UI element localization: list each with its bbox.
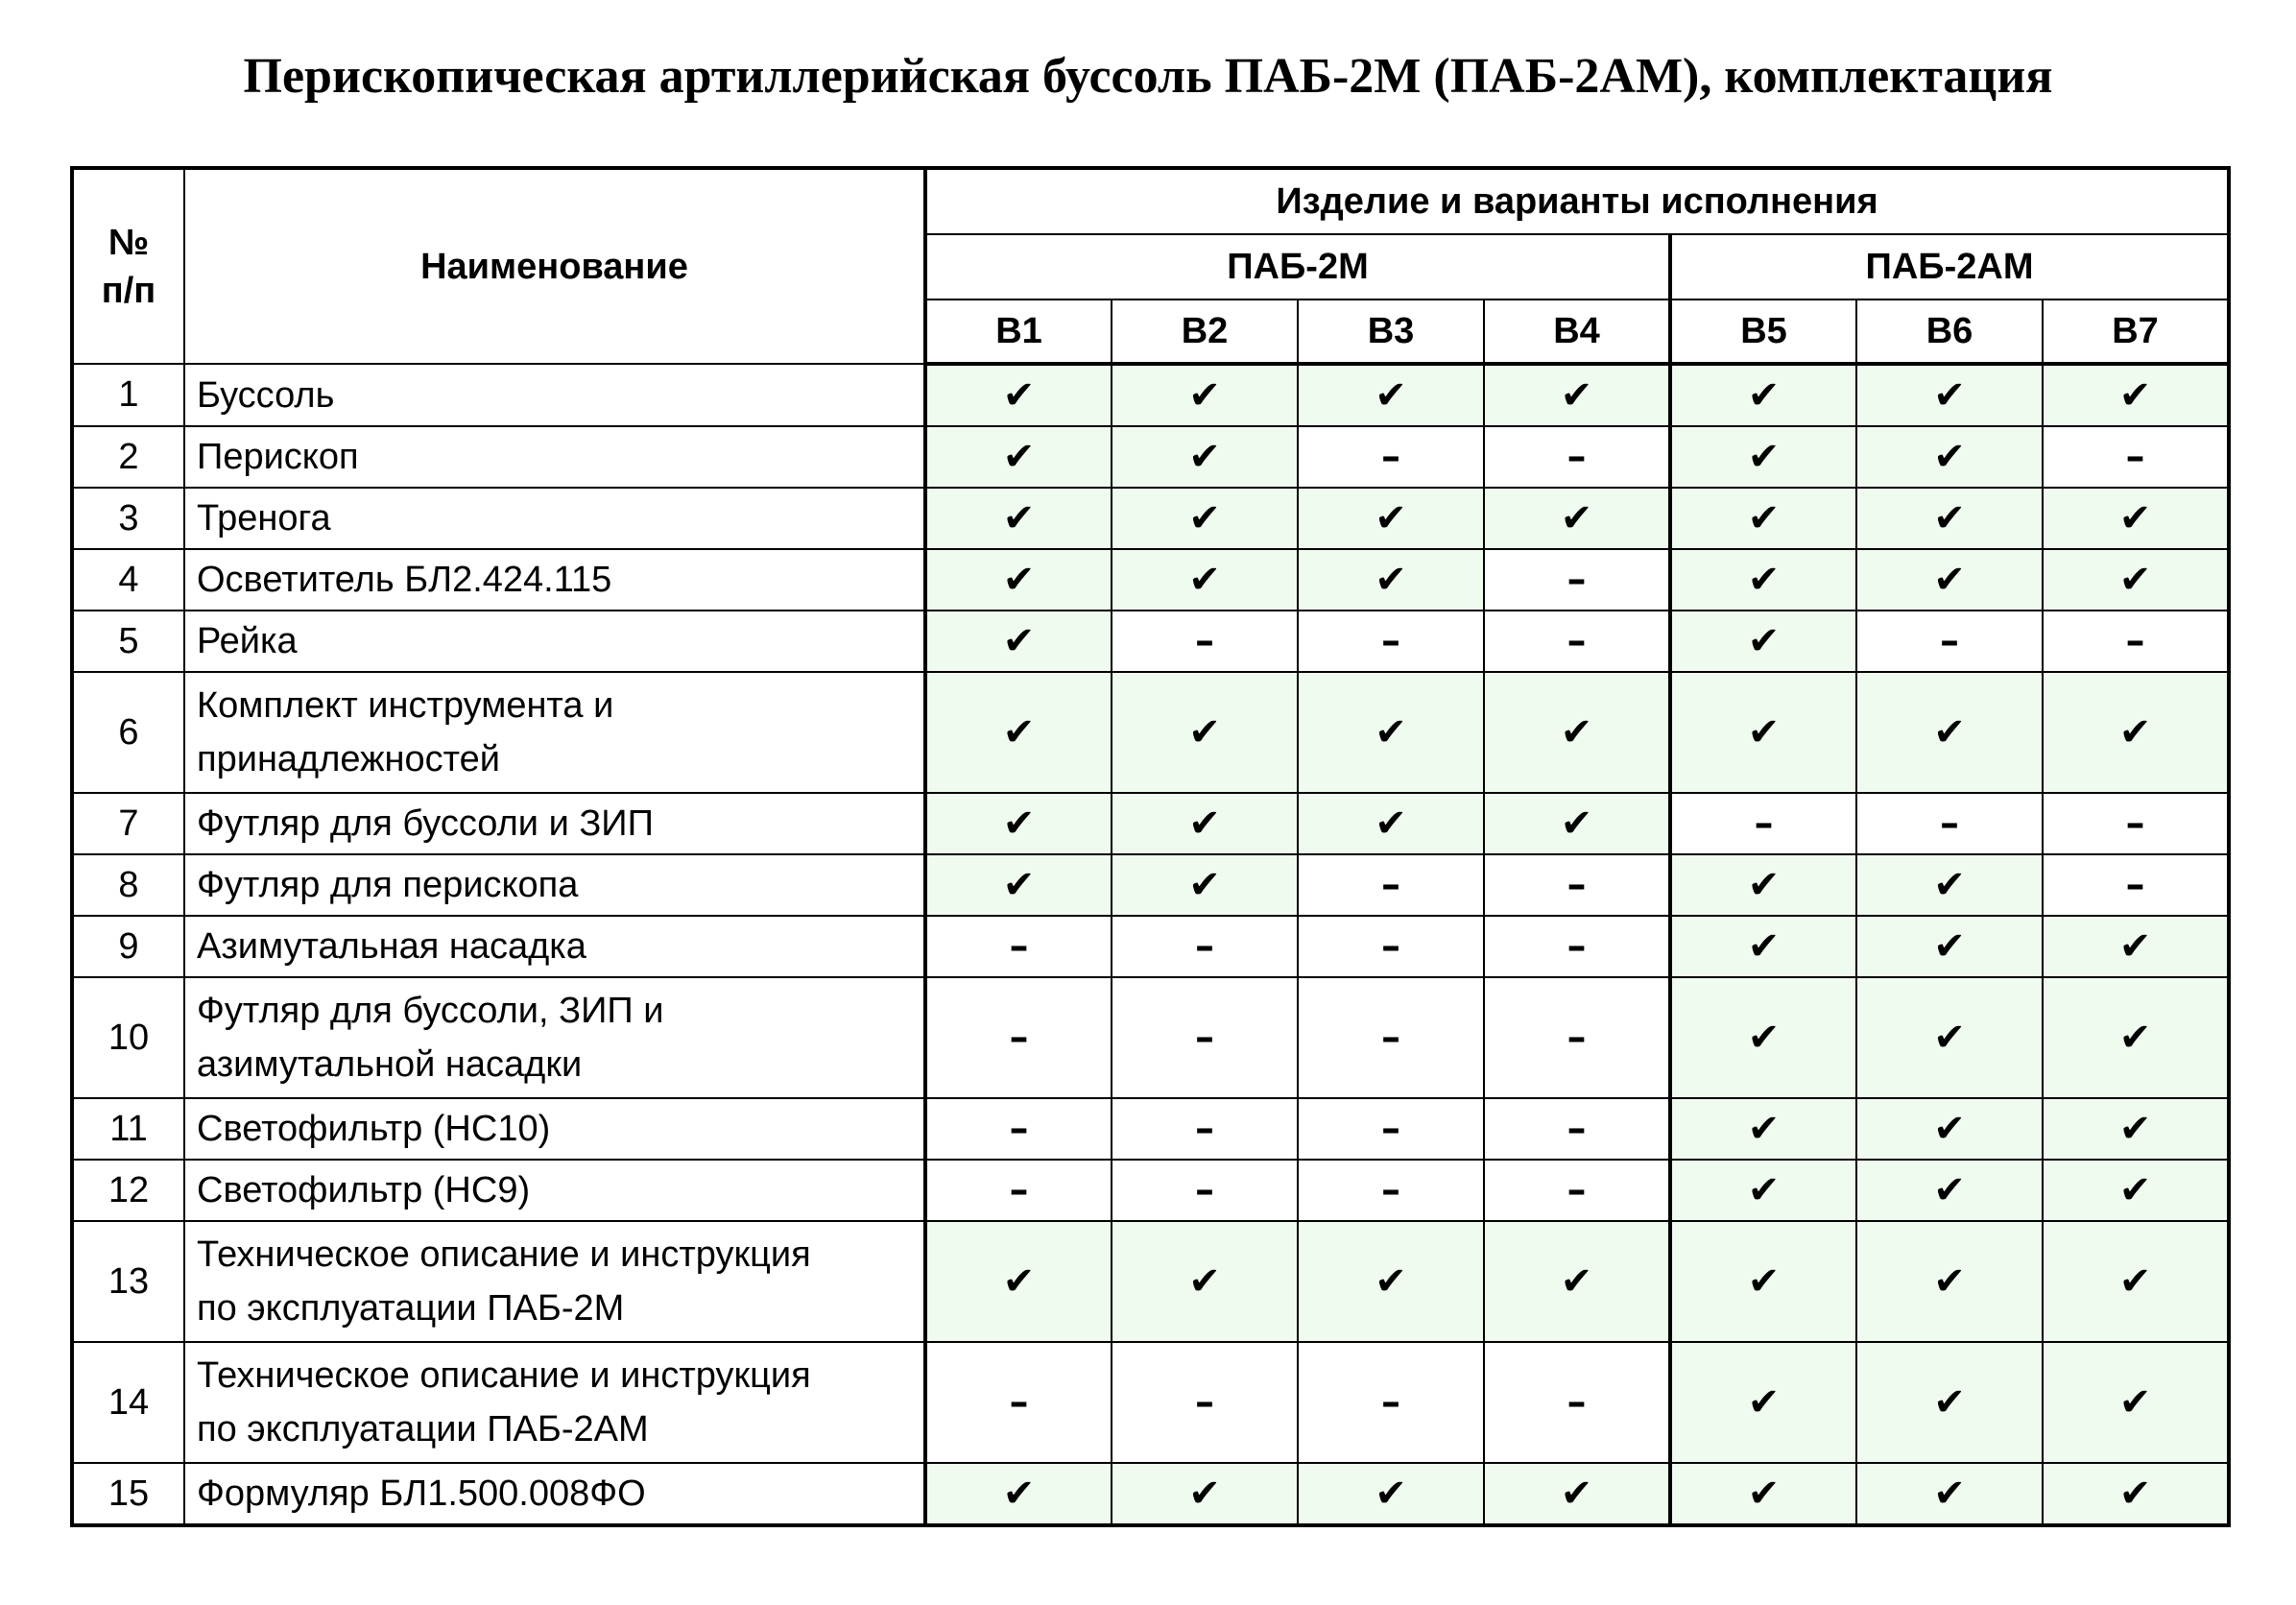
included-cell [1298,672,1484,793]
not-included-cell [1112,977,1298,1098]
dash-icon: – [1009,1168,1029,1212]
checkmark-icon: ✔ [1002,496,1036,540]
row-number: 11 [72,1098,184,1160]
included-cell [1484,1221,1670,1342]
checkmark-icon: ✔ [2118,1016,2152,1060]
dash-icon: – [2125,802,2145,846]
included-cell [1856,854,2043,916]
dash-icon: – [1009,1107,1029,1151]
checkmark-icon: ✔ [2118,1380,2152,1425]
included-cell [1484,672,1670,793]
not-included-cell [1856,611,2043,672]
table-row [72,1160,2229,1221]
table-row [72,1098,2229,1160]
included-cell [925,793,1112,854]
dash-icon: – [2125,619,2145,663]
not-included-cell [1298,854,1484,916]
row-number: 6 [72,672,184,793]
included-cell [1670,1342,1856,1463]
included-cell [2043,1098,2229,1160]
dash-icon: – [1381,1016,1400,1060]
checkmark-icon: ✔ [1933,558,1966,602]
dash-icon: – [1567,863,1587,907]
included-cell [925,549,1112,611]
included-cell [1856,488,2043,549]
included-cell [925,1463,1112,1525]
column-header-product-pab2m: ПАБ-2М [925,234,1670,299]
included-cell [1856,364,2043,426]
checkmark-icon: ✔ [1933,1168,1966,1212]
row-number: 4 [72,549,184,611]
dash-icon: – [1940,802,1959,846]
dash-icon: – [1009,924,1029,969]
not-included-cell [1484,426,1670,488]
dash-icon: – [1195,924,1214,969]
checkmark-icon: ✔ [1933,1107,1966,1151]
checkmark-icon: ✔ [1002,1472,1036,1516]
not-included-cell [1112,916,1298,977]
checkmark-icon: ✔ [2118,558,2152,602]
not-included-cell [925,977,1112,1098]
row-name: Техническое описание и инструкция по эксплуатации ПАБ-2АМ [184,1342,925,1463]
not-included-cell [1484,1160,1670,1221]
included-cell [2043,1463,2229,1525]
included-cell [1298,1463,1484,1525]
included-cell [2043,549,2229,611]
included-cell [1856,977,2043,1098]
dash-icon: – [1381,1168,1400,1212]
checkmark-icon: ✔ [2118,1168,2152,1212]
row-number: 10 [72,977,184,1098]
dash-icon: – [1567,1380,1587,1425]
included-cell [1298,488,1484,549]
included-cell [2043,916,2229,977]
checkmark-icon: ✔ [1188,1472,1221,1516]
checkmark-icon: ✔ [1747,1259,1781,1304]
checkmark-icon: ✔ [1188,558,1221,602]
included-cell [925,854,1112,916]
variant-header-4: В4 [1484,299,1670,364]
table-body [72,364,2229,1525]
dash-icon: – [1381,924,1400,969]
not-included-cell [925,916,1112,977]
row-number: 14 [72,1342,184,1463]
checkmark-icon: ✔ [1375,1259,1407,1304]
column-header-number [72,168,184,364]
dash-icon: – [1381,1107,1400,1151]
row-name: Футляр для буссоли, ЗИП и азимутальной насадки [184,977,925,1098]
row-name: Светофильтр (НС9) [184,1160,925,1221]
dash-icon: – [1195,1168,1214,1212]
checkmark-icon: ✔ [1747,558,1781,602]
dash-icon: – [1567,1168,1587,1212]
checkmark-icon: ✔ [1188,373,1221,418]
not-included-cell [1112,1342,1298,1463]
dash-icon: – [1195,1107,1214,1151]
checkmark-icon: ✔ [1002,1259,1036,1304]
included-cell [1670,549,1856,611]
checkmark-icon: ✔ [2118,1107,2152,1151]
checkmark-icon: ✔ [1933,496,1966,540]
row-name: Техническое описание и инструкция по эксплуатации ПАБ-2М [184,1221,925,1342]
checkmark-icon: ✔ [1747,1380,1781,1425]
table-row [72,426,2229,488]
checkmark-icon: ✔ [2118,1259,2152,1304]
row-name: Светофильтр (НС10) [184,1098,925,1160]
included-cell [925,426,1112,488]
row-number: 12 [72,1160,184,1221]
included-cell [925,1221,1112,1342]
included-cell [1112,364,1298,426]
not-included-cell [1112,1098,1298,1160]
included-cell [1670,426,1856,488]
included-cell [2043,488,2229,549]
checkmark-icon: ✔ [1188,496,1221,540]
not-included-cell [1112,1160,1298,1221]
kit-table [70,166,2231,1527]
checkmark-icon: ✔ [2118,496,2152,540]
table-row [72,611,2229,672]
variant-header-2: В2 [1112,299,1298,364]
included-cell [1298,1221,1484,1342]
row-number: 15 [72,1463,184,1525]
dash-icon: – [2125,863,2145,907]
dash-icon: – [1009,1016,1029,1060]
checkmark-icon: ✔ [1933,710,1966,755]
included-cell [1670,854,1856,916]
checkmark-icon: ✔ [1375,710,1407,755]
included-cell [1670,1463,1856,1525]
row-number: 3 [72,488,184,549]
page-title: Перископическая артиллерийская буссоль ПАБ-2М (ПАБ-2АМ), комплектация [243,49,2053,104]
variant-header-3: В3 [1298,299,1484,364]
included-cell [1112,1463,1298,1525]
not-included-cell [925,1098,1112,1160]
dash-icon: – [1754,802,1774,846]
not-included-cell [1112,611,1298,672]
dash-icon: – [1567,1016,1587,1060]
table-row [72,977,2229,1098]
checkmark-icon: ✔ [1188,435,1221,479]
checkmark-icon: ✔ [1560,1259,1593,1304]
checkmark-icon: ✔ [1188,863,1221,907]
included-cell [925,364,1112,426]
table-row [72,854,2229,916]
row-name: Перископ [184,426,925,488]
included-cell [1298,364,1484,426]
checkmark-icon: ✔ [1002,619,1036,663]
included-cell [1112,793,1298,854]
dash-icon: – [1381,863,1400,907]
checkmark-icon: ✔ [1747,863,1781,907]
checkmark-icon: ✔ [1747,496,1781,540]
checkmark-icon: ✔ [1747,373,1781,418]
checkmark-icon: ✔ [1375,1472,1407,1516]
included-cell [1484,364,1670,426]
checkmark-icon: ✔ [2118,710,2152,755]
table-row [72,916,2229,977]
table-row [72,1221,2229,1342]
row-name: Футляр для перископа [184,854,925,916]
dash-icon: – [1381,435,1400,479]
not-included-cell [1484,549,1670,611]
variant-header-1: В1 [925,299,1112,364]
checkmark-icon: ✔ [1747,435,1781,479]
included-cell [1670,611,1856,672]
dash-icon: – [1567,435,1587,479]
included-cell [1484,1463,1670,1525]
checkmark-icon: ✔ [1188,802,1221,846]
table-row [72,672,2229,793]
included-cell [2043,1221,2229,1342]
not-included-cell [1484,916,1670,977]
checkmark-icon: ✔ [1002,435,1036,479]
table-row [72,1463,2229,1525]
included-cell [1112,854,1298,916]
checkmark-icon: ✔ [1375,802,1407,846]
included-cell [1298,549,1484,611]
checkmark-icon: ✔ [1002,802,1036,846]
not-included-cell [925,1342,1112,1463]
included-cell [1856,549,2043,611]
included-cell [1112,1221,1298,1342]
checkmark-icon: ✔ [1933,373,1966,418]
included-cell [1670,1160,1856,1221]
not-included-cell [1298,611,1484,672]
included-cell [1856,426,2043,488]
checkmark-icon: ✔ [1747,1016,1781,1060]
included-cell [1856,1463,2043,1525]
not-included-cell [1670,793,1856,854]
included-cell [925,672,1112,793]
checkmark-icon: ✔ [1747,1107,1781,1151]
checkmark-icon: ✔ [1560,802,1593,846]
checkmark-icon: ✔ [1933,1259,1966,1304]
dash-icon: – [1940,619,1959,663]
variant-header-5: В5 [1670,299,1856,364]
not-included-cell [1484,1098,1670,1160]
checkmark-icon: ✔ [1560,710,1593,755]
included-cell [1484,793,1670,854]
row-number: 2 [72,426,184,488]
included-cell [1670,1221,1856,1342]
row-name: Осветитель БЛ2.424.115 [184,549,925,611]
table-row [72,549,2229,611]
included-cell [1856,1342,2043,1463]
row-name: Рейка [184,611,925,672]
checkmark-icon: ✔ [1375,558,1407,602]
row-number: 13 [72,1221,184,1342]
checkmark-icon: ✔ [1002,558,1036,602]
checkmark-icon: ✔ [1747,1168,1781,1212]
included-cell [1856,1098,2043,1160]
not-included-cell [1484,977,1670,1098]
checkmark-icon: ✔ [2118,373,2152,418]
checkmark-icon: ✔ [1933,1016,1966,1060]
not-included-cell [2043,854,2229,916]
table-row [72,364,2229,426]
included-cell [1856,1160,2043,1221]
checkmark-icon: ✔ [1560,1472,1593,1516]
dash-icon: – [1381,1380,1400,1425]
not-included-cell [1484,854,1670,916]
checkmark-icon: ✔ [1375,496,1407,540]
variant-header-7: В7 [2043,299,2229,364]
included-cell [1112,549,1298,611]
table-row [72,1342,2229,1463]
not-included-cell [1298,1342,1484,1463]
column-header-product-pab2am: ПАБ-2АМ [1670,234,2229,299]
included-cell [1670,364,1856,426]
checkmark-icon: ✔ [1933,1380,1966,1425]
included-cell [2043,977,2229,1098]
row-name: Комплект инструмента и принадлежностей [184,672,925,793]
checkmark-icon: ✔ [1747,619,1781,663]
checkmark-icon: ✔ [1188,710,1221,755]
row-name: Буссоль [184,364,925,426]
included-cell [1670,1098,1856,1160]
dash-icon: – [1195,1380,1214,1425]
not-included-cell [2043,426,2229,488]
dash-icon: – [1381,619,1400,663]
included-cell [1484,488,1670,549]
checkmark-icon: ✔ [2118,1472,2152,1516]
included-cell [925,611,1112,672]
checkmark-icon: ✔ [1375,373,1407,418]
checkmark-icon: ✔ [1933,863,1966,907]
dash-icon: – [1567,619,1587,663]
not-included-cell [1298,1160,1484,1221]
not-included-cell [1484,1342,1670,1463]
not-included-cell [1298,426,1484,488]
included-cell [925,488,1112,549]
table-row [72,793,2229,854]
checkmark-icon: ✔ [1933,924,1966,969]
row-number: 7 [72,793,184,854]
column-header-number-label: № п/п [101,222,156,311]
checkmark-icon: ✔ [1560,373,1593,418]
row-name: Азимутальная насадка [184,916,925,977]
dash-icon: – [2125,435,2145,479]
included-cell [1670,977,1856,1098]
row-number: 9 [72,916,184,977]
row-name: Футляр для буссоли и ЗИП [184,793,925,854]
included-cell [1670,672,1856,793]
dash-icon: – [1567,1107,1587,1151]
checkmark-icon: ✔ [1002,373,1036,418]
checkmark-icon: ✔ [1002,863,1036,907]
included-cell [1112,426,1298,488]
row-name: Формуляр БЛ1.500.008ФО [184,1463,925,1525]
included-cell [1856,916,2043,977]
dash-icon: – [1195,1016,1214,1060]
checkmark-icon: ✔ [2118,924,2152,969]
not-included-cell [2043,793,2229,854]
checkmark-icon: ✔ [1747,710,1781,755]
dash-icon: – [1567,924,1587,969]
included-cell [1298,793,1484,854]
not-included-cell [1298,1098,1484,1160]
included-cell [2043,672,2229,793]
checkmark-icon: ✔ [1002,710,1036,755]
variant-header-6: В6 [1856,299,2043,364]
not-included-cell [1484,611,1670,672]
included-cell [1670,916,1856,977]
row-number: 8 [72,854,184,916]
checkmark-icon: ✔ [1933,1472,1966,1516]
dash-icon: – [1009,1380,1029,1425]
included-cell [1856,672,2043,793]
row-number: 5 [72,611,184,672]
included-cell [2043,1342,2229,1463]
column-header-group: Изделие и варианты исполнения [925,168,2229,234]
checkmark-icon: ✔ [1747,924,1781,969]
checkmark-icon: ✔ [1188,1259,1221,1304]
row-number: 1 [72,364,184,426]
included-cell [2043,364,2229,426]
checkmark-icon: ✔ [1560,496,1593,540]
included-cell [1856,1221,2043,1342]
included-cell [1670,488,1856,549]
dash-icon: – [1567,558,1587,602]
checkmark-icon: ✔ [1747,1472,1781,1516]
not-included-cell [1856,793,2043,854]
not-included-cell [925,1160,1112,1221]
not-included-cell [1298,916,1484,977]
column-header-name: Наименование [184,168,925,364]
table-row [72,488,2229,549]
checkmark-icon: ✔ [1933,435,1966,479]
dash-icon: – [1195,619,1214,663]
included-cell [1112,488,1298,549]
not-included-cell [1298,977,1484,1098]
not-included-cell [2043,611,2229,672]
row-name: Тренога [184,488,925,549]
included-cell [2043,1160,2229,1221]
included-cell [1112,672,1298,793]
